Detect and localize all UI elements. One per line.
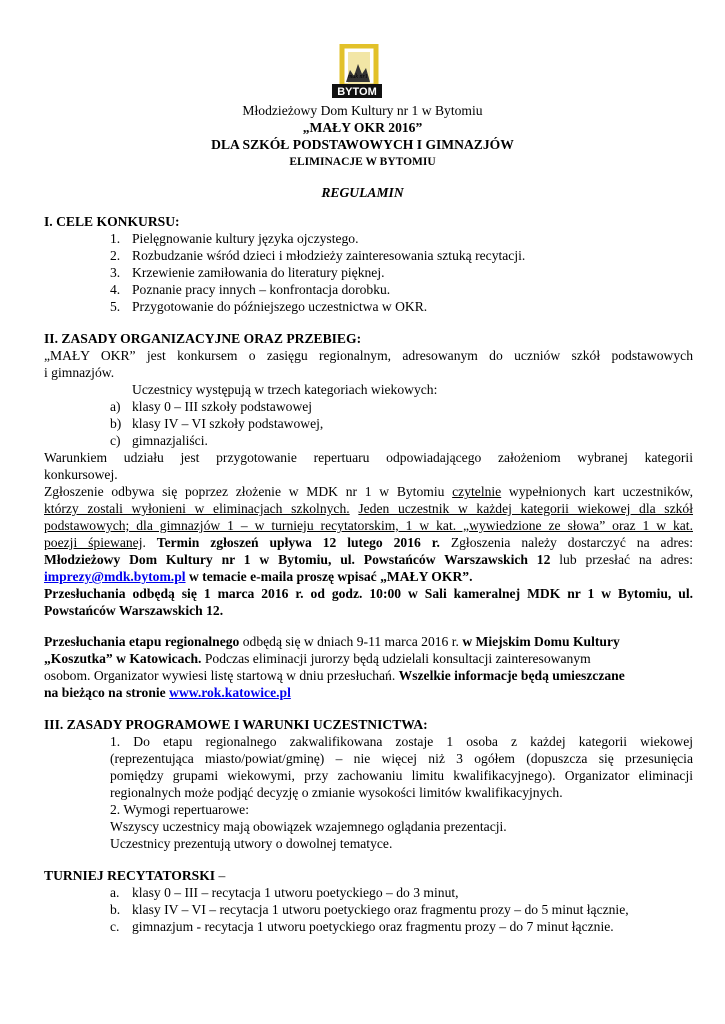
text-run: wypełnionych kart uczestników, — [501, 484, 693, 499]
bold-text: Wszelkie informacje będą umieszczane — [398, 668, 625, 683]
paragraph-line: Wszyscy uczestnicy mają obowiązek wzajemnego oglądania prezentacji. — [110, 819, 507, 834]
list-item — [110, 248, 525, 264]
list-number: c) — [110, 433, 121, 448]
list-text: Rozbudzanie wśród dzieci i młodzieży zainteresowania sztuką recytacji. — [132, 248, 526, 263]
list-item — [110, 902, 629, 918]
paragraph-line: regionalnych może podjąć decyzję o zmianie wysokości limitów kwalifikacyjnych. — [110, 785, 563, 800]
list-number: b) — [110, 416, 122, 431]
text-run: Podczas eliminacji jurorzy będą udzielali konsultacji zainteresowanym — [201, 651, 591, 666]
list-number: 5. — [110, 299, 121, 314]
text-run: . — [142, 535, 157, 550]
list-item — [110, 299, 427, 315]
paragraph-line: i gimnazjów. — [44, 365, 115, 380]
list-item — [110, 416, 323, 432]
section-4-heading — [44, 868, 225, 884]
section-3-heading: III. ZASADY PROGRAMOWE I WARUNKI UCZESTNICTWA: — [44, 717, 428, 732]
bold-text: „Koszutka” w Katowicach. — [44, 651, 202, 666]
list-text: Przygotowanie do późniejszego uczestnictwa w OKR. — [132, 299, 428, 314]
list-number: c. — [110, 919, 120, 934]
list-number: 2. — [110, 248, 121, 263]
list-number: 3. — [110, 265, 121, 280]
list-text: klasy IV – VI szkoły podstawowej, — [132, 416, 324, 431]
paragraph-line — [44, 569, 472, 585]
text-run: na bieżąco na stronie — [44, 685, 170, 700]
paragraph-line — [44, 484, 693, 500]
underlined-text: czytelnie — [452, 484, 502, 499]
paragraph-line: (reprezentująca miasto/powiat/gminę) – nie więcej niż 3 ogółem (dopuszcza się przesunięcia — [110, 751, 693, 766]
paragraph-line — [44, 668, 625, 684]
list-text: Poznanie pracy innych – konfrontacja dorobku. — [132, 282, 391, 297]
bold-text: Przesłuchania etapu regionalnego — [44, 634, 240, 649]
text-run: odbędą się w dniach 9-11 marca 2016 r. — [239, 634, 463, 649]
logo-small-text: mdk nr1 — [348, 74, 368, 80]
list-text: gimnazjum - recytacja 1 utworu poetyckiego oraz fragmentu prozy – do 7 minut łącznie. — [132, 919, 614, 934]
list-item — [110, 282, 390, 298]
list-number: a. — [110, 885, 120, 900]
text-run: – — [215, 868, 226, 883]
header-institution: Młodzieżowy Dom Kultury nr 1 w Bytomiu — [242, 103, 483, 118]
heading-text: TURNIEJ RECYTATORSKI — [44, 868, 216, 883]
header-contest-name: „MAŁY OKR 2016” — [302, 120, 423, 135]
list-number: b. — [110, 902, 121, 917]
list-item — [110, 433, 208, 449]
list-item — [110, 265, 385, 281]
address-text: Młodzieżowy Dom Kultury nr 1 w Bytomiu, ul. Powstańców Warszawskich 12 — [44, 552, 551, 567]
list-text: klasy 0 – III szkoły podstawowej — [132, 399, 313, 414]
list-item — [110, 885, 459, 901]
email-link[interactable]: imprezy@mdk.bytom.pl — [44, 569, 186, 584]
paragraph-line — [44, 651, 591, 667]
categories-intro: Uczestnicy występują w trzech kategoriach wiekowych: — [132, 382, 438, 397]
header-eliminations: ELIMINACJE W BYTOMIU — [289, 156, 436, 168]
underlined-text: którzy zostali wyłonieni w eliminacjach szkolnych. — [44, 501, 350, 516]
paragraph-line: 1. Do etapu regionalnego zakwalifikowana zostaje 1 osoba z każdej kategorii wiekowej — [110, 734, 693, 749]
paragraph-line — [44, 685, 291, 701]
text-run: w temacie e-maila proszę wpisać „MAŁY OKR”. — [185, 569, 473, 584]
list-item — [110, 399, 312, 415]
bold-text: w Miejskim Domu Kultury — [462, 634, 620, 649]
paragraph-line: Uczestnicy prezentują utwory o dowolnej tematyce. — [110, 836, 393, 851]
underlined-text: Jeden uczestnik w każdej kategorii wiekowej dla szkół — [358, 501, 694, 516]
text-run: lub przesłać na adres: — [550, 552, 693, 567]
paragraph-line — [44, 501, 693, 517]
list-text: Pielęgnowanie kultury języka ojczystego. — [132, 231, 359, 246]
underlined-text: poezji śpiewanej — [44, 535, 143, 550]
list-item — [110, 919, 614, 935]
text-run: osobom. Organizator wywiesi listę startową w dniu przesłuchań. — [44, 668, 399, 683]
text-run: Zgłoszenie odbywa się poprzez złożenie w MDK nr 1 w Bytomiu — [44, 484, 453, 499]
paragraph-line: pomiędzy grupami wiekowymi, przy zachowaniu limitu kwalifikacyjnego). Organizator eliminacji — [110, 768, 693, 783]
paragraph-line: 2. Wymogi repertuarowe: — [110, 802, 249, 817]
list-number: 4. — [110, 282, 121, 297]
website-link[interactable]: www.rok.katowice.pl — [169, 685, 291, 700]
logo-text: BYTOM — [337, 86, 377, 98]
list-item — [110, 231, 359, 247]
text-run: Zgłoszenia należy dostarczyć na adres: — [439, 535, 693, 550]
paragraph-line: Warunkiem udziału jest przygotowanie repertuaru odpowiadającego założeniom wybranej kategorii — [44, 450, 693, 465]
paragraph-line: Powstańców Warszawskich 12. — [44, 603, 224, 618]
list-text: Krzewienie zamiłowania do literatury pięknej. — [132, 265, 385, 280]
paragraph-line: konkursowej. — [44, 467, 118, 482]
list-text: gimnazjaliści. — [132, 433, 208, 448]
paragraph-line — [44, 634, 620, 650]
section-2-heading: II. ZASADY ORGANIZACYJNE ORAZ PRZEBIEG: — [44, 331, 362, 346]
list-text: klasy IV – VI – recytacja 1 utworu poetyckiego oraz fragmentu prozy – do 5 minut łącznie, — [132, 902, 629, 917]
list-number: 1. — [110, 231, 121, 246]
paragraph-line — [44, 535, 693, 551]
paragraph-line: podstawowych; dla gimnazjów 1 – w turnieju recytatorskim, 1 w kat. „wywiedzione ze słowa” oraz 1 w kat. — [44, 518, 693, 533]
paragraph-line: Przesłuchania odbędą się 1 marca 2016 r. od godz. 10:00 w Sali kameralnej MDK nr 1 w Bytomiu, ul. — [44, 586, 693, 601]
document-title: REGULAMIN — [321, 185, 404, 200]
list-number: a) — [110, 399, 121, 414]
paragraph-line: „MAŁY OKR” jest konkursem o zasięgu regionalnym, adresowanym do uczniów szkół podstawowych — [44, 348, 693, 363]
paragraph-line — [44, 552, 693, 568]
deadline-text: Termin zgłoszeń upływa 12 lutego 2016 r. — [156, 535, 440, 550]
header-audience: DLA SZKÓŁ PODSTAWOWYCH I GIMNAZJÓW — [211, 137, 514, 152]
list-text: klasy 0 – III – recytacja 1 utworu poetyckiego – do 3 minut, — [132, 885, 459, 900]
mdk-bytom-logo — [328, 44, 386, 100]
section-1-heading: I. CELE KONKURSU: — [44, 214, 180, 229]
